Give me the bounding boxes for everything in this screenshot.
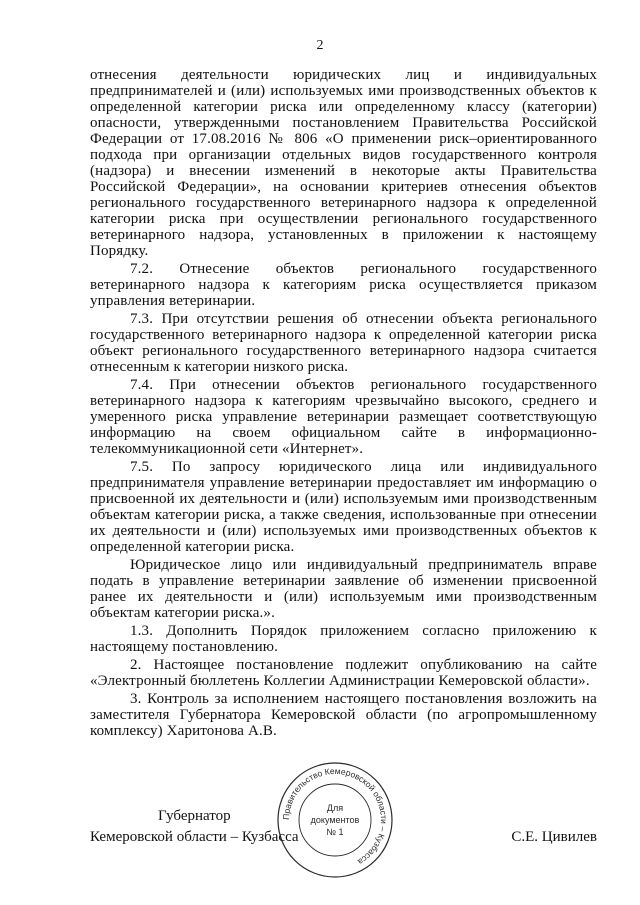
signatory-name: С.Е. Цивилев — [511, 829, 597, 845]
signatory-region: Кемеровской области – Кузбасса — [90, 829, 299, 845]
paragraph-right-to-apply: Юридическое лицо или индивидуальный предприниматель вправе подать в управление ветеринарии заявление об изменении присвоенной ранее их деятельности и (или) используемым ими производственным объектам категории риска.». — [90, 557, 597, 621]
paragraph-intro: отнесения деятельности юридических лиц и индивидуальных предпринимателей и (или) используемых ими производственных объектов к определенной категории риска или определенному классу (категории) опасности, утвержденными постановлением Правительства Российской Федерации от 17.08.2016 № 806 «О применении риск–ориентированного подхода при организации отдельных видов государственного контроля (надзора) и внесении изменений в некоторые акты Правительства Российской Федерации», на основании критериев отнесения объектов регионального государственного ветеринарного надзора к определенной категории риска при осуществлении регионального государственного ветеринарного надзора, установленных в приложении к настоящему Порядку. — [90, 67, 597, 259]
page-number: 2 — [316, 38, 324, 53]
paragraph-3-control: 3. Контроль за исполнением настоящего постановления возложить на заместителя Губернатора Кемеровской области (по агропромышленному комплексу) Харитонова А.В. — [90, 691, 597, 739]
paragraph-7-5: 7.5. По запросу юридического лица или индивидуального предпринимателя управление ветеринарии предоставляет им информацию о присвоенной их деятельности и (или) используемым ими производственным объектам категории риска, а также сведения, использованные при отнесении их деятельности и (или) используемых ими производственных объектов к определенной категории риска. — [90, 459, 597, 555]
paragraph-7-3: 7.3. При отсутствии решения об отнесении объекта регионального государственного ветеринарного надзора к определенной категории риска объект регионального государственного ветеринарного надзора считается отнесенным к категории низкого риска. — [90, 311, 597, 375]
seal-center-line2: документов — [310, 815, 360, 825]
seal-center-line3: № 1 — [326, 827, 344, 837]
paragraph-1-3: 1.3. Дополнить Порядок приложением согласно приложению к настоящему постановлению. — [90, 623, 597, 655]
paragraph-7-4: 7.4. При отнесении объектов регионального государственного ветеринарного надзора к категориям чрезвычайно высокого, среднего и умеренного риска управление ветеринарии размещает соответствующую информацию на своем официальном сайте в информационно-телекоммуникационной сети «Интернет». — [90, 377, 597, 457]
seal-ring-textpath: Правительство Кемеровской области – Кузбасса — [280, 765, 390, 868]
document-body — [90, 67, 597, 739]
official-seal — [275, 760, 395, 880]
paragraph-2-publication: 2. Настоящее постановление подлежит опубликованию на сайте «Электронный бюллетень Коллегии Администрации Кемеровской области». — [90, 657, 597, 689]
seal-center-line1: Для — [326, 803, 344, 813]
paragraph-7-2: 7.2. Отнесение объектов регионального государственного ветеринарного надзора к категориям риска осуществляется приказом управления ветеринарии. — [90, 261, 597, 309]
signatory-title: Губернатор — [158, 808, 231, 824]
